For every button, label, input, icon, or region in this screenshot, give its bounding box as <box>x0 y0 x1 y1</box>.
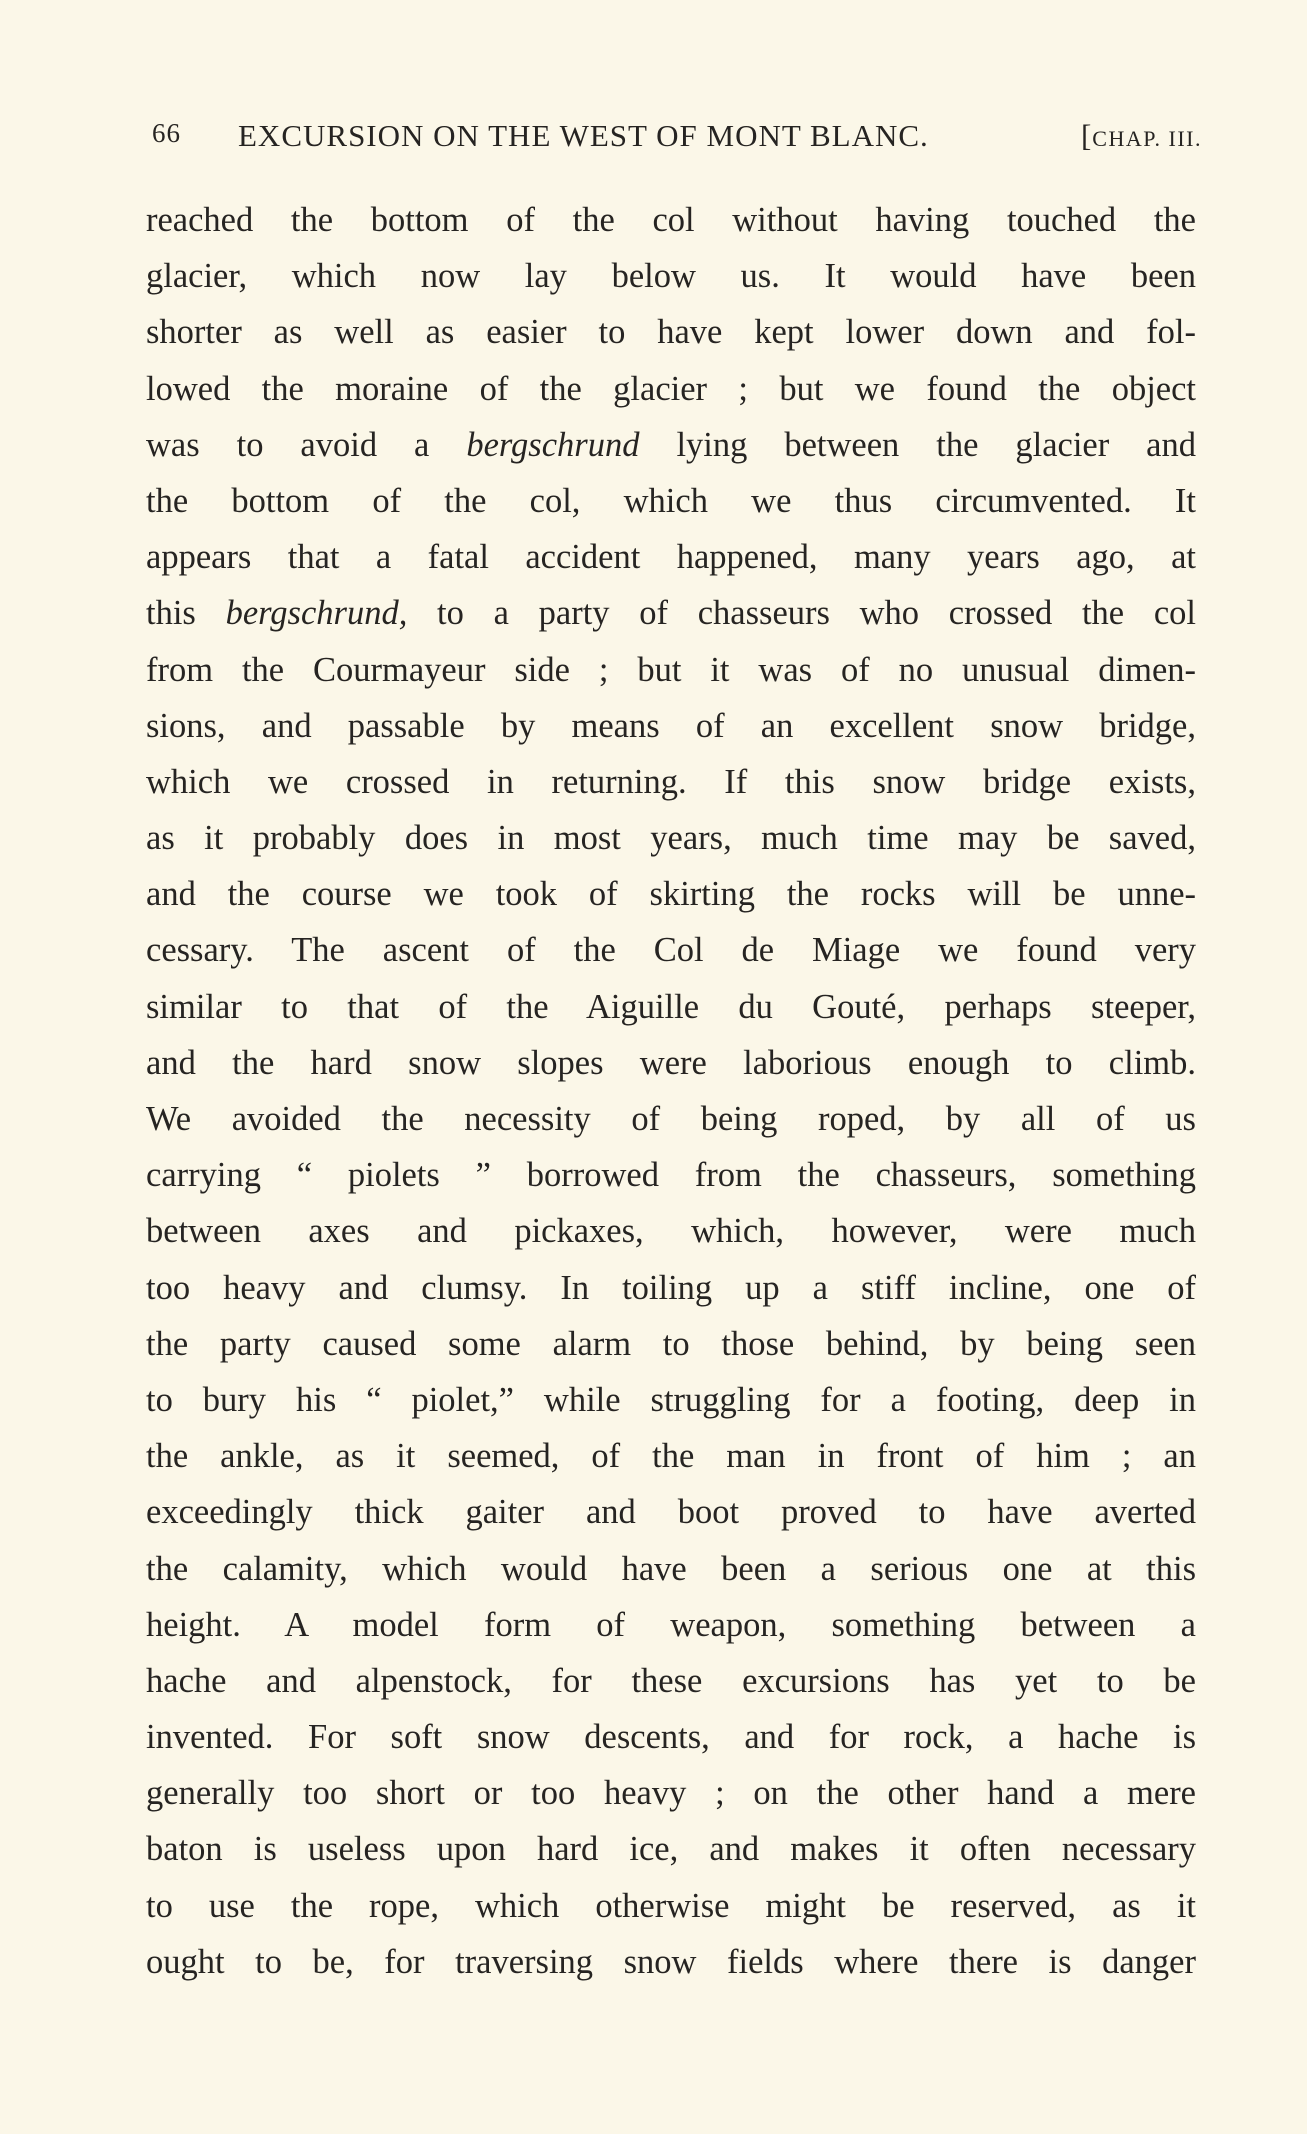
text-line: glacier, which now lay below us. It would have been <box>146 257 1196 296</box>
text-line: the bottom of the col, which we thus circumvented. It <box>146 481 1196 520</box>
text-line: lowed the moraine of the glacier ; but we found the object <box>146 369 1196 408</box>
text-line: too heavy and clumsy. In toiling up a stiff incline, one of <box>146 1268 1196 1307</box>
text-line: similar to that of the Aiguille du Gouté, perhaps steeper, <box>146 987 1196 1026</box>
text-line: shorter as well as easier to have kept lower down and fol- <box>146 313 1196 352</box>
text-line: cessary. The ascent of the Col de Miage we found very <box>146 931 1196 970</box>
text-line: generally too short or too heavy ; on the other hand a mere <box>146 1774 1196 1813</box>
text-line <box>146 585 1196 641</box>
text-run: lying between the glacier and <box>639 425 1196 464</box>
text-line: the ankle, as it seemed, of the man in front of him ; an <box>146 1437 1196 1476</box>
chapter-bracket: [ <box>1080 118 1093 153</box>
chapter-reference <box>1081 118 1202 154</box>
text-line: and the course we took of skirting the rocks will be unne- <box>146 875 1196 914</box>
text-line: to use the rope, which otherwise might be reserved, as it <box>146 1886 1196 1925</box>
text-line: carrying “ piolets ” borrowed from the chasseurs, something <box>146 1156 1196 1195</box>
text-run: this <box>146 594 226 633</box>
text-line: exceedingly thick gaiter and boot proved to have averted <box>146 1493 1196 1532</box>
text-line: height. A model form of weapon, something between a <box>146 1605 1196 1644</box>
text-line: baton is useless upon hard ice, and makes it often necessary <box>146 1830 1196 1869</box>
text-line: We avoided the necessity of being roped, by all of us <box>146 1100 1196 1138</box>
text-line: sions, and passable by means of an excellent snow bridge, <box>146 706 1196 745</box>
text-line: from the Courmayeur side ; but it was of no unusual dimen- <box>146 650 1196 689</box>
text-line: between axes and pickaxes, which, however, were much <box>146 1212 1196 1251</box>
text-run: to a party of chasseurs who crossed the col <box>407 594 1196 633</box>
running-title: EXCURSION ON THE WEST OF MONT BLANC. <box>238 118 929 153</box>
text-line: ought to be, for traversing snow fields where there is danger <box>146 1942 1196 1981</box>
text-line: to bury his “ piolet,” while struggling for a footing, deep in <box>146 1380 1196 1419</box>
body-text <box>146 192 1196 1990</box>
text-line <box>146 417 1196 473</box>
page-number: 66 <box>152 118 181 148</box>
italic-term: bergschrund, <box>225 594 408 633</box>
text-line: which we crossed in returning. If this snow bridge exists, <box>146 762 1196 801</box>
text-line: and the hard snow slopes were laborious enough to climb. <box>146 1043 1196 1082</box>
text-line: reached the bottom of the col without having touched the <box>146 201 1196 239</box>
text-run: was to avoid a <box>146 425 467 464</box>
text-line: the party caused some alarm to those behind, by being seen <box>146 1324 1196 1363</box>
text-line: hache and alpenstock, for these excursions has yet to be <box>146 1661 1196 1700</box>
running-header <box>152 118 1202 162</box>
text-line: appears that a fatal accident happened, many years ago, at <box>146 538 1196 577</box>
italic-term: bergschrund <box>466 425 640 464</box>
text-line: the calamity, which would have been a serious one at this <box>146 1549 1196 1588</box>
chapter-label: CHAP. III. <box>1092 126 1202 151</box>
text-line: as it probably does in most years, much time may be saved, <box>146 819 1196 858</box>
text-line: invented. For soft snow descents, and for rock, a hache is <box>146 1718 1196 1757</box>
